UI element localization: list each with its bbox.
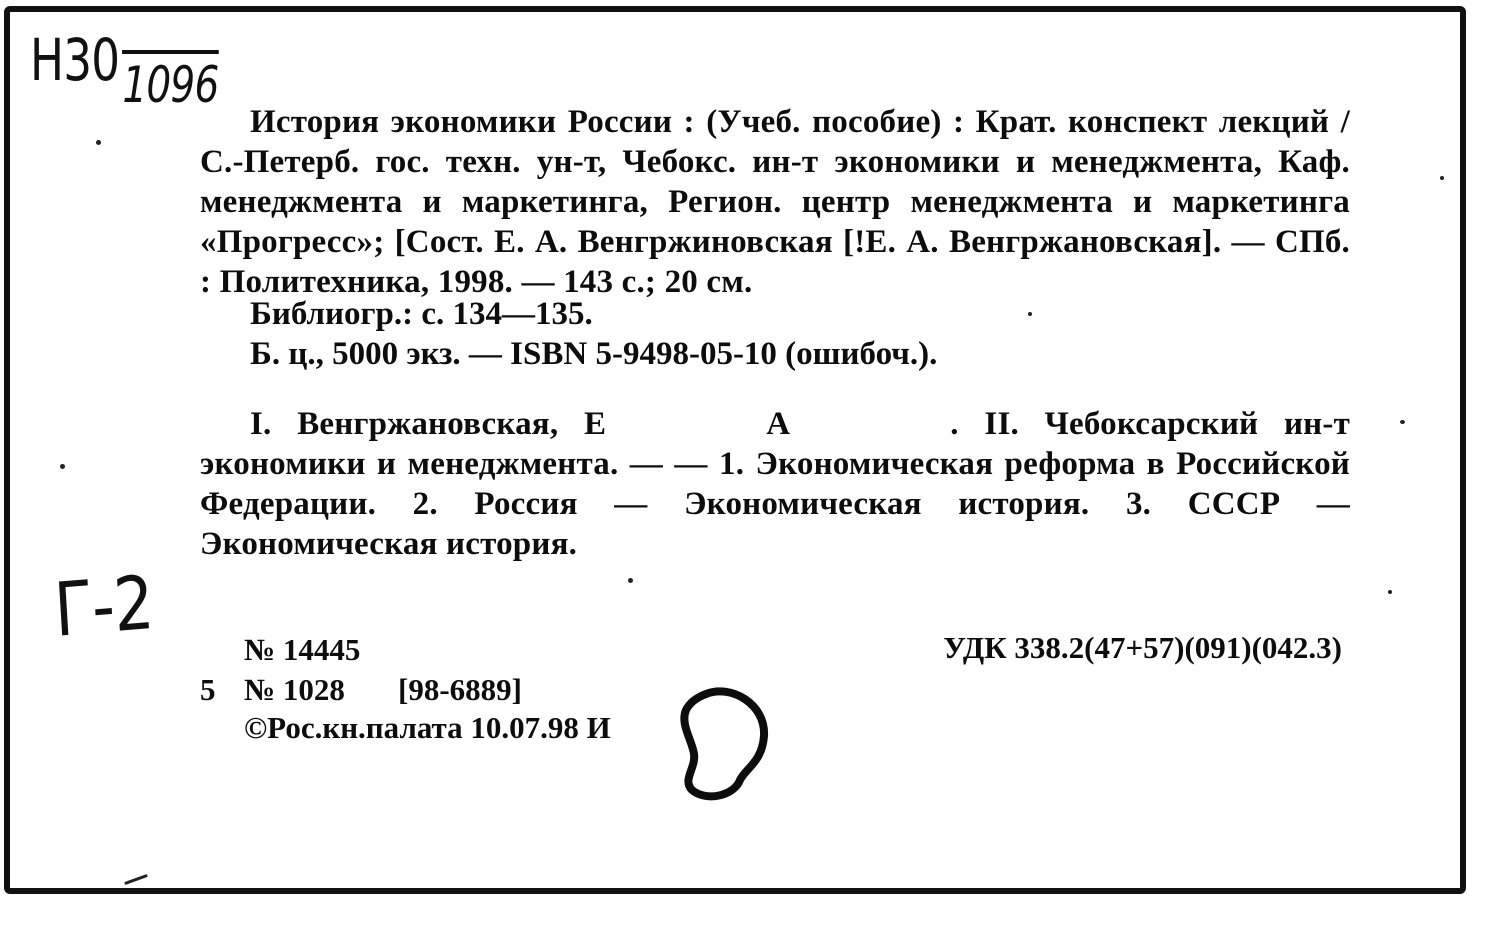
book-chamber-line: ©Рос.кн.палата 10.07.98 И: [244, 710, 611, 745]
scan-speck: [60, 464, 65, 469]
call-number-suffix: 1096: [122, 50, 218, 114]
udk-code: УДК 338.2(47+57)(091)(042.3): [943, 630, 1342, 665]
tracings: [200, 404, 1350, 564]
main-entry: История экономики России : (Учеб. пособие) : Крат. конспект лекций / С.-Петерб. гос. техн. ун-т, Чебокс. ин-т экономики и менеджмента, Каф. менеджмента и маркетинга, Регион. центр менеджмента и маркетинга «Прогресс»; [Сост. Е. А. Венгржиновская [!Е. А. Венгржановская]. — СПб. : Политехника, 1998. — 143 с.; 20 см.: [200, 104, 1350, 300]
card-number-2-bracket: [98-6889]: [398, 672, 522, 707]
scan-speck: [1400, 420, 1405, 424]
bibliography-note: Библиогр.: с. 134—135.: [250, 296, 593, 332]
card-number-1: № 14445: [244, 632, 361, 667]
digit-prefix: 5: [200, 672, 216, 707]
call-number-prefix: Н30: [30, 26, 120, 94]
scan-speck: [96, 140, 101, 145]
scan-speck: [1440, 176, 1444, 180]
tracing-part-1: I. Венгржановская, Е: [250, 406, 607, 442]
scan-speck: [1028, 312, 1032, 316]
tracing-part-2: А: [766, 406, 791, 442]
handwritten-call-number: [30, 26, 219, 114]
handwritten-shelf-mark: Г-2: [52, 559, 156, 654]
scan-speck: [1388, 590, 1392, 594]
ink-stamp-outline: [676, 684, 772, 804]
tracing-part-3: . II. Чебоксарский ин-т экономики и менеджмента. — — 1. Экономическая реформа в Российской Федерации. 2. Россия — Экономическая история. 3. СССР — Экономическая история.: [200, 406, 1350, 562]
price-isbn-note: Б. ц., 5000 экз. — ISBN 5-9498-05-10 (ошибоч.).: [250, 336, 938, 372]
card-number-2: № 1028: [244, 672, 345, 707]
scan-speck: [628, 578, 633, 583]
